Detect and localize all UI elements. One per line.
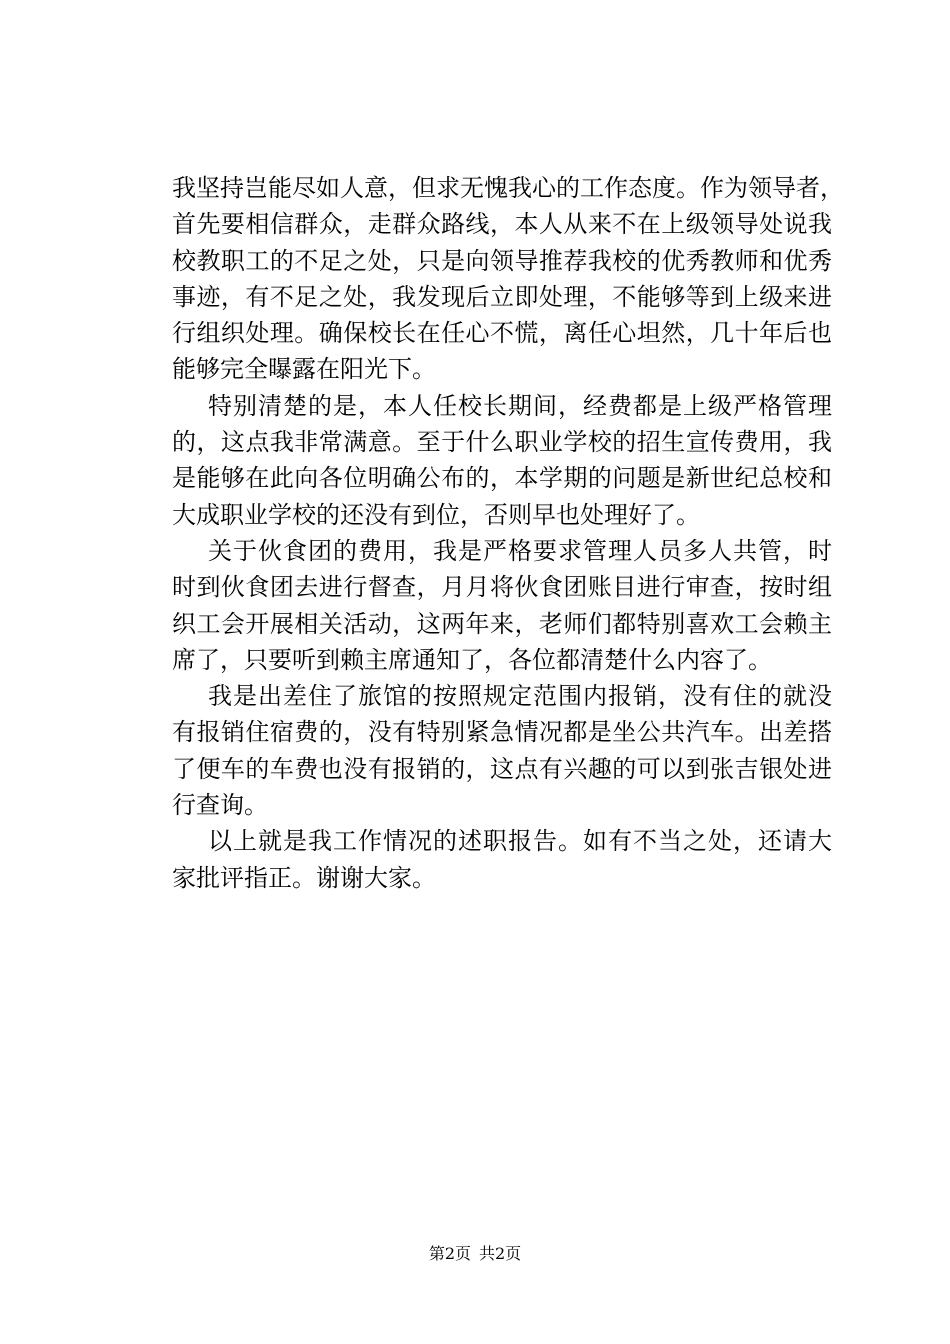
paragraph-line: 校教职工的不足之处，只是向领导推荐我校的优秀教师和优秀 <box>172 246 832 275</box>
paragraph-line: 大成职业学校的还没有到位，否则早也处理好了。 <box>172 500 700 529</box>
paragraph-line: 时到伙食团去进行督查，月月将伙食团账目进行审查，按时组 <box>172 573 832 602</box>
paragraph-line: 是能够在此向各位明确公布的，本学期的问题是新世纪总校和 <box>172 464 832 493</box>
paragraph-line: 行组织处理。确保校长在任心不慌，离任心坦然，几十年后也 <box>172 319 832 348</box>
page-number: 第2页 <box>428 1244 471 1263</box>
page-total: 共2页 <box>479 1244 522 1263</box>
paragraph-line: 有报销住宿费的，没有特别紧急情况都是坐公共汽车。出差搭 <box>172 718 832 747</box>
paragraph-line: 特别清楚的是，本人任校长期间，经费都是上级严格管理 <box>208 391 832 420</box>
paragraph-line: 我坚持岂能尽如人意，但求无愧我心的工作态度。作为领导者， <box>172 174 844 202</box>
paragraph-line: 以上就是我工作情况的述职报告。如有不当之处，还请大 <box>208 827 832 856</box>
document-body <box>172 170 844 896</box>
paragraph-line: 行查询。 <box>172 791 268 820</box>
paragraph-line: 了便车的车费也没有报销的，这点有兴趣的可以到张吉银处进 <box>172 754 832 783</box>
paragraph-line: 家批评指正。谢谢大家。 <box>172 863 436 892</box>
paragraph-line: 我是出差住了旅馆的按照规定范围内报销，没有住的就没 <box>208 682 832 711</box>
paragraph-line: 能够完全曝露在阳光下。 <box>172 355 436 384</box>
paragraph-line: 织工会开展相关活动，这两年来，老师们都特别喜欢工会赖主 <box>172 609 832 638</box>
paragraph-line: 事迹，有不足之处，我发现后立即处理，不能够等到上级来进 <box>172 282 832 311</box>
paragraph-line: 席了，只要听到赖主席通知了，各位都清楚什么内容了。 <box>172 645 772 674</box>
paragraph-line: 首先要相信群众，走群众路线，本人从来不在上级领导处说我 <box>172 210 832 239</box>
paragraph-line: 的，这点我非常满意。至于什么职业学校的招生宣传费用，我 <box>172 428 832 457</box>
page-footer <box>0 1244 950 1264</box>
paragraph-line: 关于伙食团的费用，我是严格要求管理人员多人共管，时 <box>208 536 832 565</box>
